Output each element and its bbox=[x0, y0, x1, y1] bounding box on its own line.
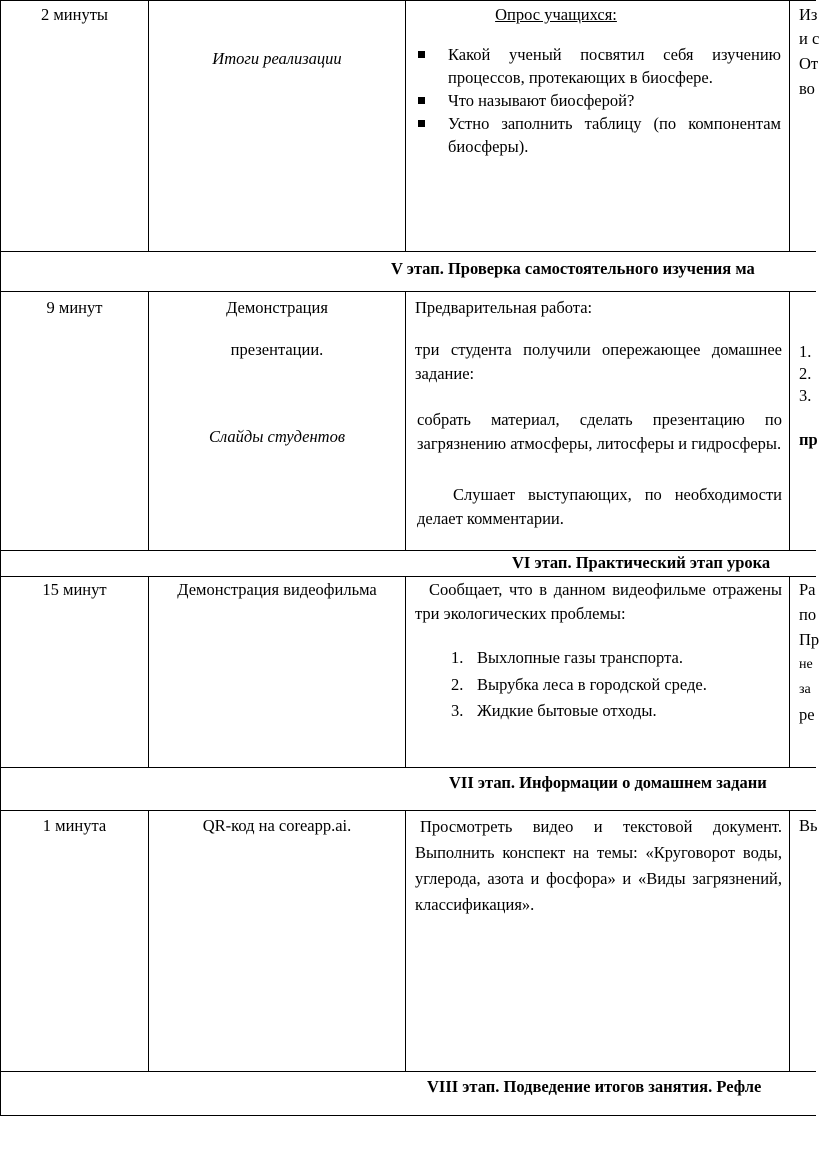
listen-text: Слушает выступающих, по необходимости делает комментарии. bbox=[417, 485, 782, 528]
clipped-fragment: по bbox=[799, 605, 817, 624]
clipped-fragment: Пр bbox=[799, 630, 819, 649]
clipped-fragment: Из bbox=[799, 5, 818, 24]
table-border bbox=[0, 0, 816, 1]
clipped-fragment: и с bbox=[799, 29, 819, 48]
clipped-fragment: пр bbox=[799, 430, 818, 449]
table-border bbox=[405, 576, 406, 767]
stage-heading: VIII этап. Подведение итогов занятия. Рефле bbox=[427, 1077, 762, 1096]
table-border bbox=[0, 251, 816, 252]
table-border bbox=[0, 767, 816, 768]
table-border bbox=[0, 810, 816, 811]
clipped-fragment: 2. bbox=[799, 364, 812, 383]
time-cell: 1 минута bbox=[42, 816, 107, 835]
method-cell: презентации. bbox=[230, 340, 324, 359]
clipped-fragment: 1. bbox=[799, 342, 812, 361]
table-border bbox=[405, 810, 406, 1071]
list-item: Устно заполнить таблицу (по компонентам биосферы). bbox=[408, 112, 781, 158]
clipped-fragment: Ра bbox=[799, 580, 816, 599]
table-border bbox=[789, 291, 790, 550]
clipped-fragment: Вь bbox=[799, 816, 818, 835]
table-border bbox=[0, 0, 1, 1116]
list-item: 1. Выхлопные газы транспорта. bbox=[451, 648, 683, 667]
list-item: 3. Жидкие бытовые отходы. bbox=[451, 701, 657, 720]
intro-text: Сообщает, что в данном видеофильме отражены три экологических проблемы: bbox=[415, 580, 782, 623]
table-border bbox=[405, 291, 406, 550]
list-item: 2. Вырубка леса в городской среде. bbox=[451, 674, 707, 694]
time-cell: 9 минут bbox=[46, 298, 103, 317]
table-border bbox=[0, 1115, 816, 1116]
problem-list bbox=[415, 645, 782, 725]
method-cell: Итоги реализации bbox=[212, 49, 342, 68]
task-text: собрать материал, сделать презентацию по загрязнению атмосферы, литосферы и гидросферы. bbox=[417, 410, 782, 453]
question-list bbox=[408, 43, 781, 158]
students-text: три студента получили опережающее домашнее задание: bbox=[415, 340, 782, 383]
stage-heading: V этап. Проверка самостоятельного изучения ма bbox=[391, 259, 755, 278]
table-border bbox=[148, 810, 149, 1071]
table-border bbox=[789, 810, 790, 1071]
table-border bbox=[789, 576, 790, 767]
homework-text: Просмотреть видео и текстовой документ. Выполнить конспект на темы: «Круговорот воды, углерода, азота и фосфора» и «Виды загрязнений, классификация». bbox=[415, 817, 782, 914]
clipped-fragment: 3. bbox=[799, 386, 812, 405]
clipped-fragment: ре bbox=[799, 705, 815, 724]
clipped-fragment: От bbox=[799, 54, 819, 73]
table-border bbox=[0, 576, 816, 577]
list-item: Какой ученый посвятил себя изучению процессов, протекающих в биосфере. bbox=[408, 43, 781, 89]
teacher-heading: Опрос учащихся: bbox=[495, 5, 617, 24]
prelim-heading: Предварительная работа: bbox=[415, 298, 593, 317]
clipped-fragment: не bbox=[799, 657, 813, 672]
table-border bbox=[0, 1071, 816, 1072]
stage-heading: VI этап. Практический этап урока bbox=[512, 553, 771, 572]
table-border bbox=[0, 291, 816, 292]
table-border bbox=[148, 0, 149, 251]
method-cell: Демонстрация видеофильма bbox=[177, 580, 377, 599]
time-cell: 15 минут bbox=[42, 580, 107, 599]
table-border bbox=[148, 291, 149, 550]
method-cell: Демонстрация bbox=[226, 298, 328, 317]
method-cell: QR-код на coreapp.ai. bbox=[202, 816, 352, 835]
table-border bbox=[789, 0, 790, 251]
table-border bbox=[148, 576, 149, 767]
stage-heading: VII этап. Информации о домашнем задани bbox=[449, 773, 767, 792]
list-item: Что называют биосферой? bbox=[408, 89, 781, 112]
table-border bbox=[405, 0, 406, 251]
clipped-fragment: во bbox=[799, 79, 815, 98]
time-cell: 2 минуты bbox=[40, 5, 109, 24]
clipped-fragment: за bbox=[799, 682, 811, 697]
method-note: Слайды студентов bbox=[208, 427, 346, 446]
